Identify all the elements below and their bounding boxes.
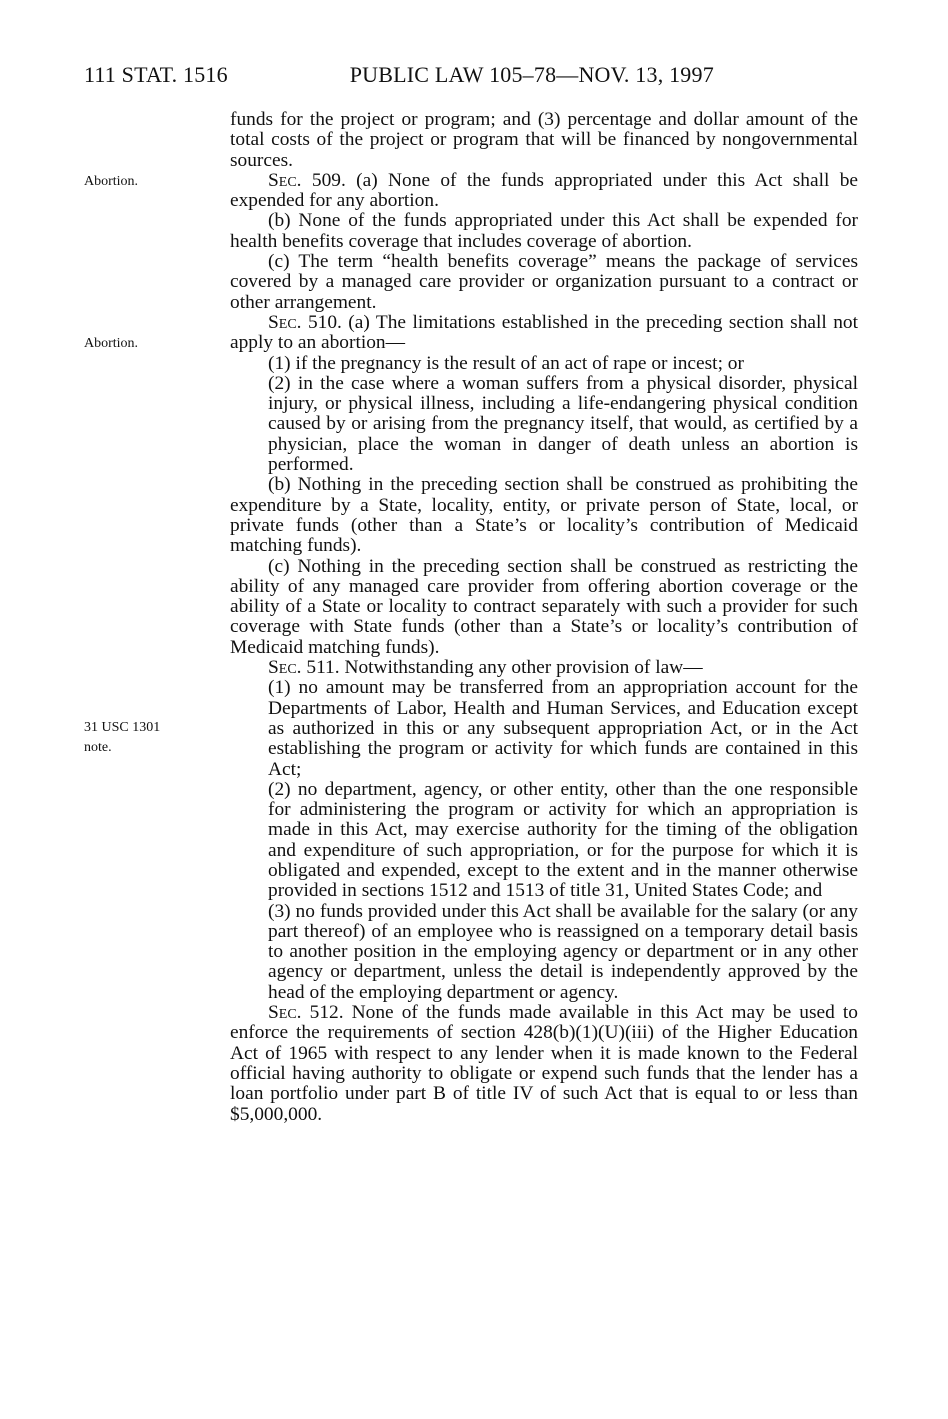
margin-note-usc-line2: note. [84,740,112,755]
section-511-1: (1) no amount may be transferred from an appropriation account for the Departments of Labor, Health and Human Services, and Education except as authorized in this or any subsequent appropriation Act, or in the Act establishing the program or activity for which funds are contained in this Act; [268,677,858,780]
page-header [84,62,784,88]
section-510-c: (c) Nothing in the preceding section shall be construed as restricting the ability of any managed care provider from offering abortion coverage or the ability of a State or locality to contract separately with such a provider for such coverage with State funds (other than a State’s or locality’s contribution of Medicaid matching funds). [230,555,858,658]
section-509-a-text: 509. (a) None of the funds appropriated under this Act shall be expended for any abortion. [230,169,858,212]
section-510-b: (b) Nothing in the preceding section shall be construed as prohibiting the expenditure by a State, locality, entity, or private person of State, local, or private funds (other than a State’s or locality’s contribution of Medicaid matching funds). [230,474,858,557]
section-510-a-2: (2) in the case where a woman suffers from a physical disorder, physical injury, or physical illness, including a life-endangering physical condition caused by or arising from the pregnancy itself, that would, as certified by a physician, place the woman in danger of death unless an abortion is performed. [268,372,858,476]
paragraph-continuation: funds for the project or program; and (3) percentage and dollar amount of the total costs of the project or program that will be financed by nongovernmental sources. [230,109,858,171]
sec-label: Sec. [268,169,302,191]
margin-note-abortion-1: Abortion. [84,174,139,189]
section-512 [230,1003,858,1125]
margin-note-abortion-2: Abortion. [84,336,139,351]
section-510-a-1: (1) if the pregnancy is the result of an act of rape or incest; or [268,352,744,374]
section-511 [230,658,858,678]
section-509-a [230,171,858,212]
sec-label: Sec. [268,1002,302,1024]
sec-label: Sec. [268,311,302,333]
section-509-b: (b) None of the funds appropriated under this Act shall be expended for health benefits coverage that includes coverage of abortion. [230,210,858,252]
section-512-text: 512. None of the funds made available in this Act may be used to enforce the requirements of section 428(b)(1)(U)(iii) of the Higher Education Act of 1965 with respect to any lender when it is made known to the Federal official having authority to obligate or expend such funds that the lender has a loan portfolio under part B of title IV of such Act that is equal to or less than $5,000,000. [230,1002,858,1125]
section-511-2: (2) no department, agency, or other entity, other than the one responsible for administering the program or activity for which an appropriation is made in this Act, may exercise authority for the timing of the obligation and expenditure of such appropriation, or for the purpose for which it is obligated and expended, except to the extent and in the manner otherwise provided in sections 1512 and 1513 of title 31, United States Code; and [268,778,858,902]
document-body [230,110,858,1125]
statute-citation: 111 STAT. 1516 [84,62,228,87]
margin-note-usc [84,718,214,758]
section-510-a [230,313,858,354]
section-509-c: (c) The term “health benefits coverage” means the package of services covered by a managed care provider or organization pursuant to a contract or other arrangement. [230,251,858,313]
margin-note-usc-line1: 31 USC 1301 [84,720,161,735]
section-511-text: 511. Notwithstanding any other provision of law— [301,657,703,679]
section-510-a-text: 510. (a) The limitations established in the preceding section shall not apply to an abortion— [230,311,858,354]
public-law-title: PUBLIC LAW 105–78—NOV. 13, 1997 [349,62,714,87]
sec-label: Sec. [268,657,302,679]
section-511-3: (3) no funds provided under this Act shall be available for the salary (or any part thereof) of an employee who is reassigned on a temporary detail basis to another position in the employing agency or department or in any other agency or department, unless the detail is independently approved by the head of the employing department or agency. [268,900,858,1003]
